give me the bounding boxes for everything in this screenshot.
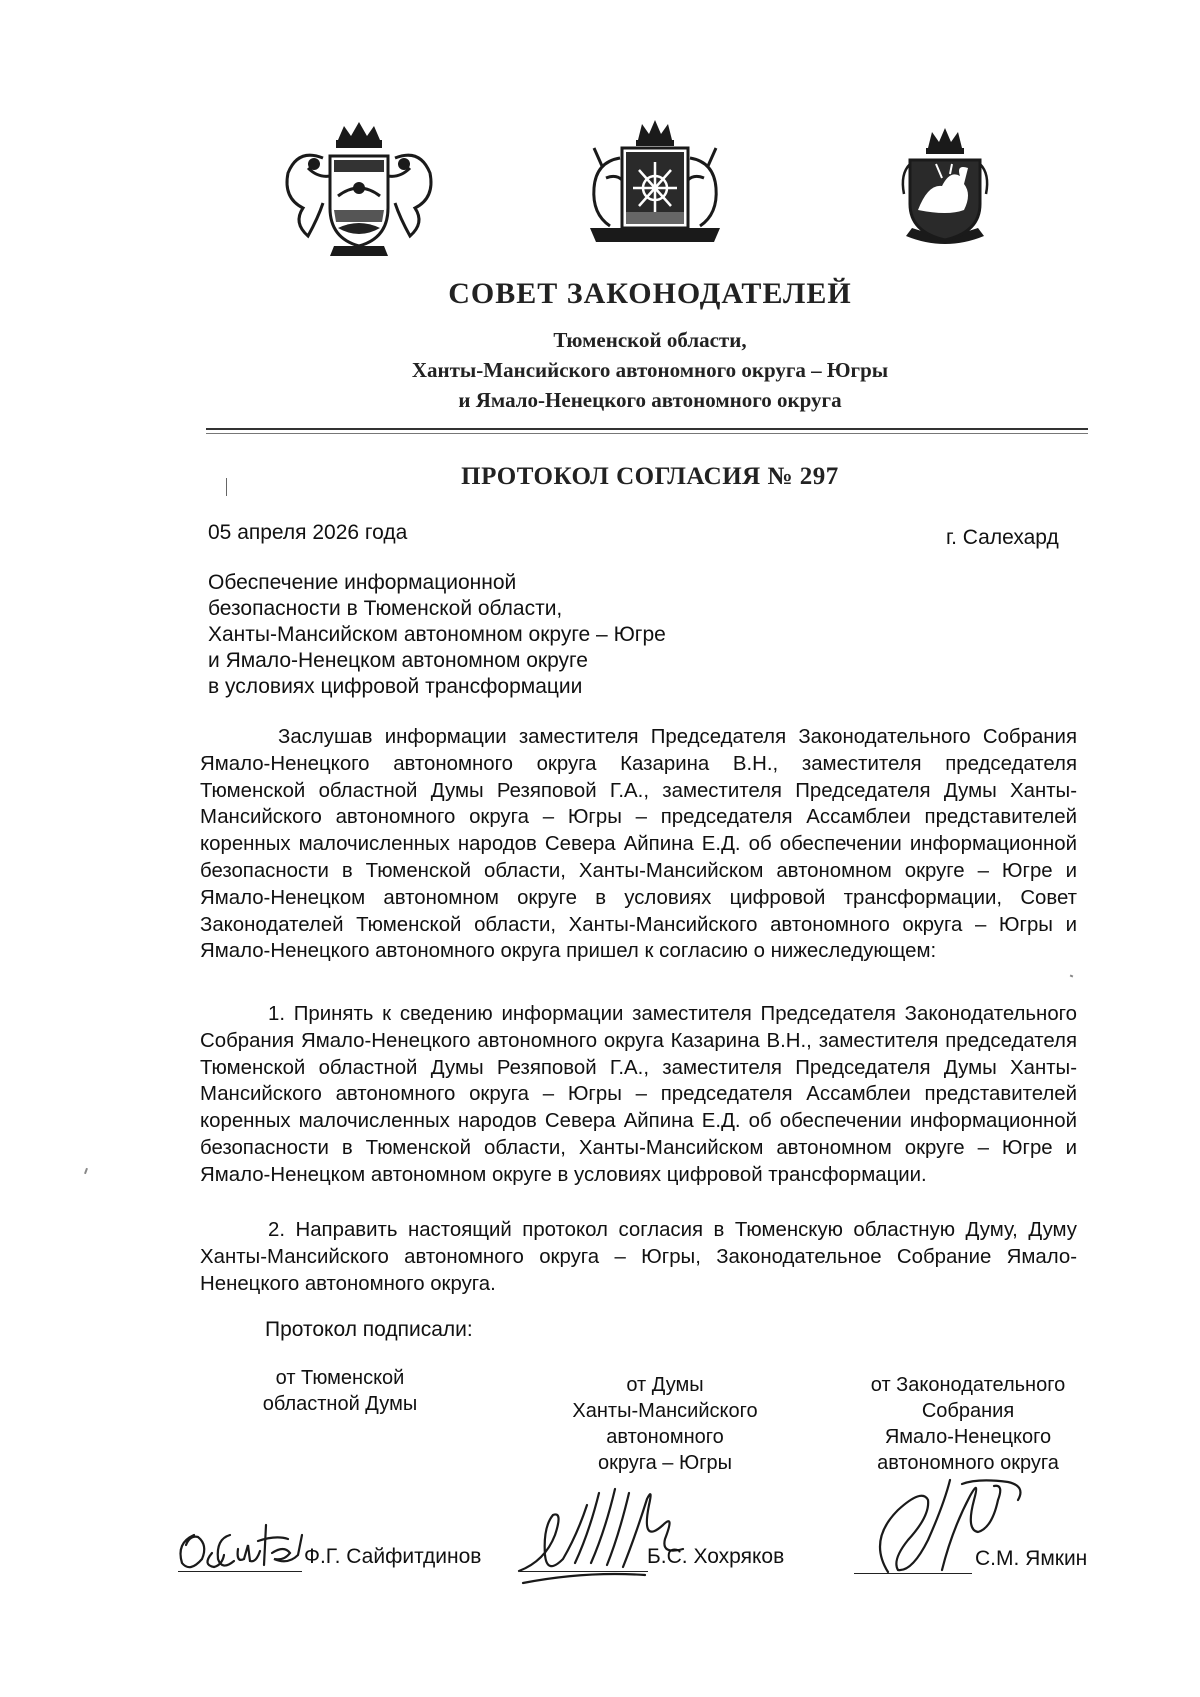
signatory-org-line: Ямало-Ненецкого: [884, 1426, 1052, 1448]
subject-line: безопасности в Тюменской области,: [208, 597, 563, 620]
subject-line: Ханты-Мансийском автономном округе – Югре: [208, 623, 666, 646]
signatory-org-line: автономного округа: [877, 1452, 1059, 1474]
signatory-name: С.М. Ямкин: [975, 1547, 1088, 1570]
yamalo-nenets-coat-of-arms-icon: [898, 124, 992, 254]
signatory-org-line: областной Думы: [262, 1393, 418, 1415]
intro-paragraph: Заслушав информации заместителя Председателя Законодательного Собрания Ямало-Ненецкого автономного округа Казарина В.Н., заместителя председателя Тюменской областной Думы Резяповой Г.А., заместителя Председателя Думы Ханты-Мансийского автономного округа – Югры – председателя Ассамблеи представителей коренных малочисленных народов Севера Айпина Е.Д. об обеспечении информационной безопасности в Тюменской области, Ханты-Мансийском автономном округе – Югре и Ямало-Ненецком автономном округе в условиях цифровой трансформации, Совет Законодателей Тюменской области, Ханты-Мансийского автономного округа – Югры и Ямало-Ненецкого автономного округа пришел к согласию о нижеследующем:: [200, 726, 1077, 963]
header-divider: [206, 433, 1088, 434]
handwritten-signature: [515, 1475, 705, 1590]
protocol-date: 05 апреля 2026 года: [208, 521, 408, 544]
signatory-name: Ф.Г. Сайфитдинов: [304, 1545, 482, 1568]
subject-line: Обеспечение информационной: [208, 571, 517, 594]
signed-label: Протокол подписали:: [265, 1318, 473, 1341]
signatory-org-line: Ханты-Мансийского: [572, 1400, 758, 1422]
resolution-item-2: 2. Направить настоящий протокол согласия в Тюменскую областную Думу, Думу Ханты-Мансийского автономного округа – Югры, Законодательное Собрание Ямало-Ненецкого автономного округа.: [200, 1219, 1077, 1295]
signatory-organization: [225, 1365, 455, 1417]
council-subtitle-line: Ханты-Мансийского автономного округа – Югры: [411, 358, 889, 382]
resolution-item-1: 1. Принять к сведению информации заместителя Председателя Законодательного Собрания Ямало-Ненецкого автономного округа Казарина В.Н., заместителя председателя Тюменской областной Думы Резяповой Г.А., заместителя Председателя Думы Ханты-Мансийского автономного округа – Югры – председателя Ассамблеи представителей коренных малочисленных народов Севера Айпина Е.Д. об обеспечении информационной безопасности в Тюменской области, Ханты-Мансийском автономном округе – Югре и Ямало-Ненецком автономном округе в условиях цифровой трансформации.: [200, 1003, 1077, 1186]
signatory-org-line: округа – Югры: [598, 1452, 732, 1474]
scan-mark: [226, 478, 227, 496]
header-divider: [206, 428, 1088, 430]
scan-speck: [1070, 975, 1074, 978]
subject-line: в условиях цифровой трансформации: [208, 675, 583, 698]
signatory-org-line: от Тюменской: [275, 1367, 405, 1389]
signatory-org-line: автономного: [606, 1426, 724, 1448]
council-subtitle-line: Тюменской области,: [553, 328, 747, 352]
protocol-subject: [208, 570, 808, 700]
signatory-org-line: от Законодательного: [870, 1374, 1066, 1396]
signatory-org-line: от Думы: [626, 1374, 704, 1396]
council-subtitle-line: и Ямало-Ненецкого автономного округа: [458, 388, 842, 412]
handwritten-signature: [172, 1515, 312, 1577]
protocol-city: г. Салехард: [946, 526, 1059, 549]
tyumen-coat-of-arms-icon: [278, 118, 440, 263]
signatory-org-line: Собрания: [921, 1400, 1015, 1422]
protocol-title: ПРОТОКОЛ СОГЛАСИЯ № 297: [461, 463, 839, 490]
subject-line: и Ямало-Ненецком автономном округе: [208, 649, 588, 672]
scan-speck: [84, 1168, 88, 1174]
signatory-name: Б.С. Хохряков: [647, 1545, 785, 1568]
khanty-mansi-coat-of-arms-icon: [584, 118, 726, 248]
council-title: СОВЕТ ЗАКОНОДАТЕЛЕЙ: [448, 277, 852, 310]
signatory-organization: [540, 1372, 790, 1476]
